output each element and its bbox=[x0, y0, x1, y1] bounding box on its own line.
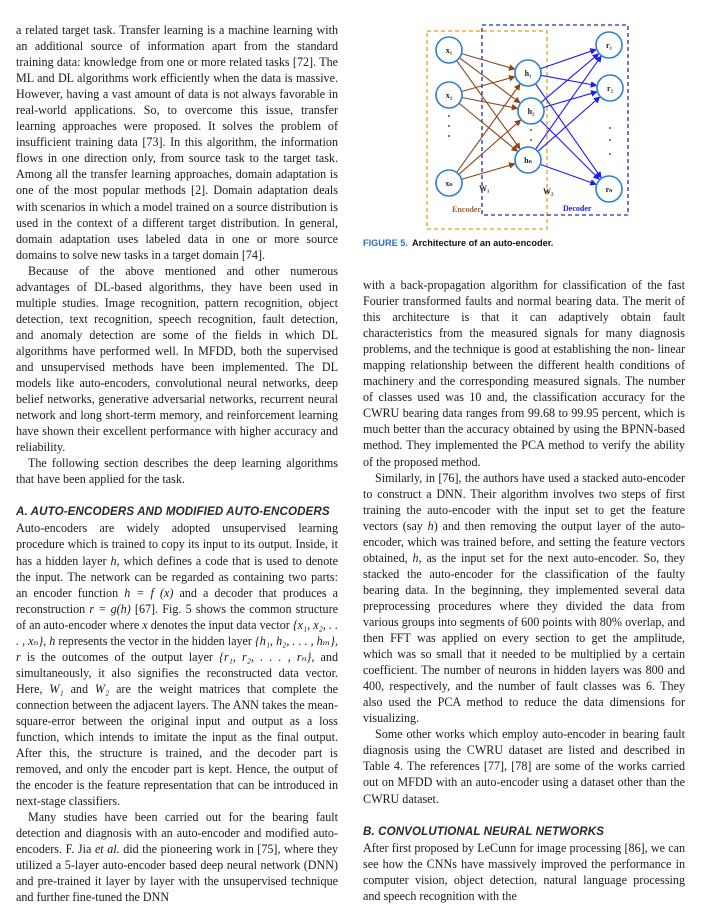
figure-autoencoder-diagram bbox=[360, 18, 705, 236]
input-node-label: x₂ bbox=[445, 91, 453, 100]
output-ellipsis-dot bbox=[609, 139, 611, 141]
paragraph-cnn-intro: After first proposed by LeCunn for image processing [86], we can see how the CNNs have massively improved the performance in computer vision, object detection, natural language processing and speech recognition with the bbox=[363, 840, 685, 903]
decoder-weight-arrow bbox=[541, 54, 598, 103]
output-node-label: rₙ bbox=[605, 185, 613, 194]
hidden-ellipsis-dot bbox=[530, 139, 532, 141]
paragraph-auto-encoder-definition: Auto-encoders are widely adopted unsupervised learning procedure which is trained to copy its input to its output. Inside, it has a hidden layer h, which defines a code that is used to denote the input. The network can be regarded as containing two parts: an encoder function h = f (x) and a decoder that produces a reconstruction r = g(h) [67]. Fig. 5 shows the common structure of an auto-encoder where x denotes the input data vector {x₁, x₂, . . . , xₙ}, h represents the vector in the hidden layer {h₁, h₂, . . . , hₘ}, r is the outcomes of the output layer {r₁, r₂, . . . , rₙ}, and simultaneously, it also signifies the reconstructed data vector. Here, W₁ and W₂ are the weight matrices that complete the connection between the adjacent layers. The ANN takes the mean-square-error between the original input and output as a loss function, which intends to imitate the input as the final output. After this, the structure is trained, and the decoder part is removed, and only the encoder part is kept. Hence, the output of the encoder is the feature representation that can be introduced in next-stage classifiers. bbox=[16, 521, 339, 809]
w1-label: W₁ bbox=[479, 184, 490, 193]
encoder-connections bbox=[457, 54, 521, 180]
decoder-weight-arrow bbox=[535, 56, 600, 149]
output-node-label: r₂ bbox=[607, 84, 613, 93]
decoder-weight-arrow bbox=[535, 84, 601, 178]
hidden-ellipsis-dot bbox=[530, 129, 532, 131]
paragraph-following-section: The following section describes the deep learning algorithms that have been applied for the task. bbox=[16, 456, 338, 487]
encoder-weight-arrow bbox=[461, 54, 514, 69]
section-heading-auto-encoders: A. AUTO-ENCODERS AND MODIFIED AUTO-ENCODERS bbox=[16, 505, 330, 519]
input-node-label: x₁ bbox=[445, 46, 453, 55]
output-ellipsis-dot bbox=[609, 153, 611, 155]
decoder-weight-arrow bbox=[541, 75, 596, 85]
right-column bbox=[363, 277, 685, 904]
paragraph-dl-advantages: Because of the above mentioned and other numerous advantages of DL-based algorithms, they have been used in multiple studies. Image recognition, pattern recognition, object detection, text recognition, speech recognition, fault detection, and anomaly detection are some of the fields in which DL algorithms have performed well. In MFDD, both the supervised and unsupervised methods have been implemented. The DL models like auto-encoders, convolutional neural networks, deep belief networks, generative adversarial networks, recurrent neural network and long short-term memory, and reinforcement learning have shown their excellent performance with higher accuracy and reliability. bbox=[16, 263, 338, 455]
encoder-weight-arrow bbox=[459, 103, 517, 151]
paragraph-other-works: Some other works which employ auto-encoder in bearing fault diagnosis using the CWRU dataset are listed and described in Table 4. The references [77], [78] are some of the works carried out on MFDD with an auto-encoder using a dataset other than the CWRU dataset. bbox=[363, 727, 685, 806]
encoder-label: Encoder bbox=[452, 205, 481, 214]
input-ellipsis-dot bbox=[448, 115, 450, 117]
paragraph-transfer-learning: a related target task. Transfer learning is a machine learning with an additional source of information apart from the standard training data: knowledge from one or more related tasks [72]. The ML and DL algorithms work efficiently when the data is massive. However, having a vast amount of data is not always favorable in real-world applications. So, to overcome this issue, transfer learning approaches were proposed. It solves the problem of insufficient training data [73]. In this algorithm, the information flows in one direction only, from source task to the target task. Among all the transfer learning approaches, domain adaptation is one of the most popular methods [2]. Domain adaptation deals with scenarios in which a model trained on a source distribution is used in the context of a different target distribution. In general, domain adaptation uses labeled data in one or more source domains to solve new tasks in a target domain [74]. bbox=[16, 23, 338, 262]
input-node-label: xₙ bbox=[445, 179, 453, 188]
hidden-node-label: h₁ bbox=[524, 69, 532, 78]
paragraph-stacked-autoencoder: Similarly, in [76], the authors have used a stacked auto-encoder to construct a DNN. Their algorithm involves two steps of first training the auto-encoder with the input set to get the feature vectors (say h) and then removing the output layer of the auto-encoder, which was trained before, and setting the feature vectors obtained, h, as the input set for the next auto-encoder. So, they stacked the auto-encoder for the classification of the faulty bearing data. In the beginning, they implemented several data preprocessing procedures where they divided the data from various groups into segments of 600 points with 80% overlap, and then FFT was applied on every section to get the amplitude, which was so small that it needed to be multiplied by a certain coefficient. The number of neurons in hidden layers was 800 and 400, respectively, and the number of fault classes was 6. They also used the PCA method to reduce the data dimensions for visualizing. bbox=[363, 470, 686, 726]
decoder-weight-arrow bbox=[540, 50, 595, 69]
encoder-weight-arrow bbox=[457, 61, 520, 149]
section-heading-cnn: B. CONVOLUTIONAL NEURAL NETWORKS bbox=[363, 824, 605, 838]
decoder-label: Decoder bbox=[563, 204, 592, 213]
output-ellipsis-dot bbox=[609, 127, 611, 129]
input-ellipsis-dot bbox=[448, 135, 450, 137]
input-ellipsis-dot bbox=[448, 125, 450, 127]
figure-caption-label: FIGURE 5. bbox=[363, 238, 408, 248]
w2-label: W₂ bbox=[543, 187, 554, 196]
paragraph-bp-classification: with a back-propagation algorithm for classification of the fast Fourier transformed faults and normal bearing data. The merit of this architecture is that it can adaptively obtain fault characteristics from the measured signals for many diagnosis problems, and the technique is good at establishing the non- linear mapping relationship between the different health conditions of machinery and the corresponding measured signals. The number of classes used was 10 and, the classification accuracy for the CWRU bearing data ranges from 99.68 to 99.95 percent, which is much better than the accuracy obtained by using the BPNN-based method. They implemented the PCA method to verify the ability of the proposed method. bbox=[363, 278, 685, 469]
figure-caption bbox=[363, 238, 553, 248]
decoder-weight-arrow bbox=[540, 120, 599, 179]
output-node-label: r₁ bbox=[606, 41, 612, 50]
encoder-weight-arrow bbox=[459, 58, 519, 103]
left-column bbox=[16, 22, 338, 906]
figure-caption-text: Architecture of an auto-encoder. bbox=[411, 238, 554, 248]
hidden-node-label: h₂ bbox=[527, 107, 535, 116]
encoder-weight-arrow bbox=[461, 164, 514, 179]
hidden-node-label: hₙ bbox=[524, 156, 532, 165]
paragraph-bearing-fault-studies: Many studies have been carried out for the bearing fault detection and diagnosis with an auto-encoder and modified auto-encoders. F. Jia et al. did the pioneering work in [75], where they utilized a 5-layer auto-encoder based deep neural network (DNN) and pre-trained it layer by layer with the unsupervised technique and further fine-tuned the DNN bbox=[16, 810, 338, 905]
decoder-connections bbox=[535, 50, 601, 185]
